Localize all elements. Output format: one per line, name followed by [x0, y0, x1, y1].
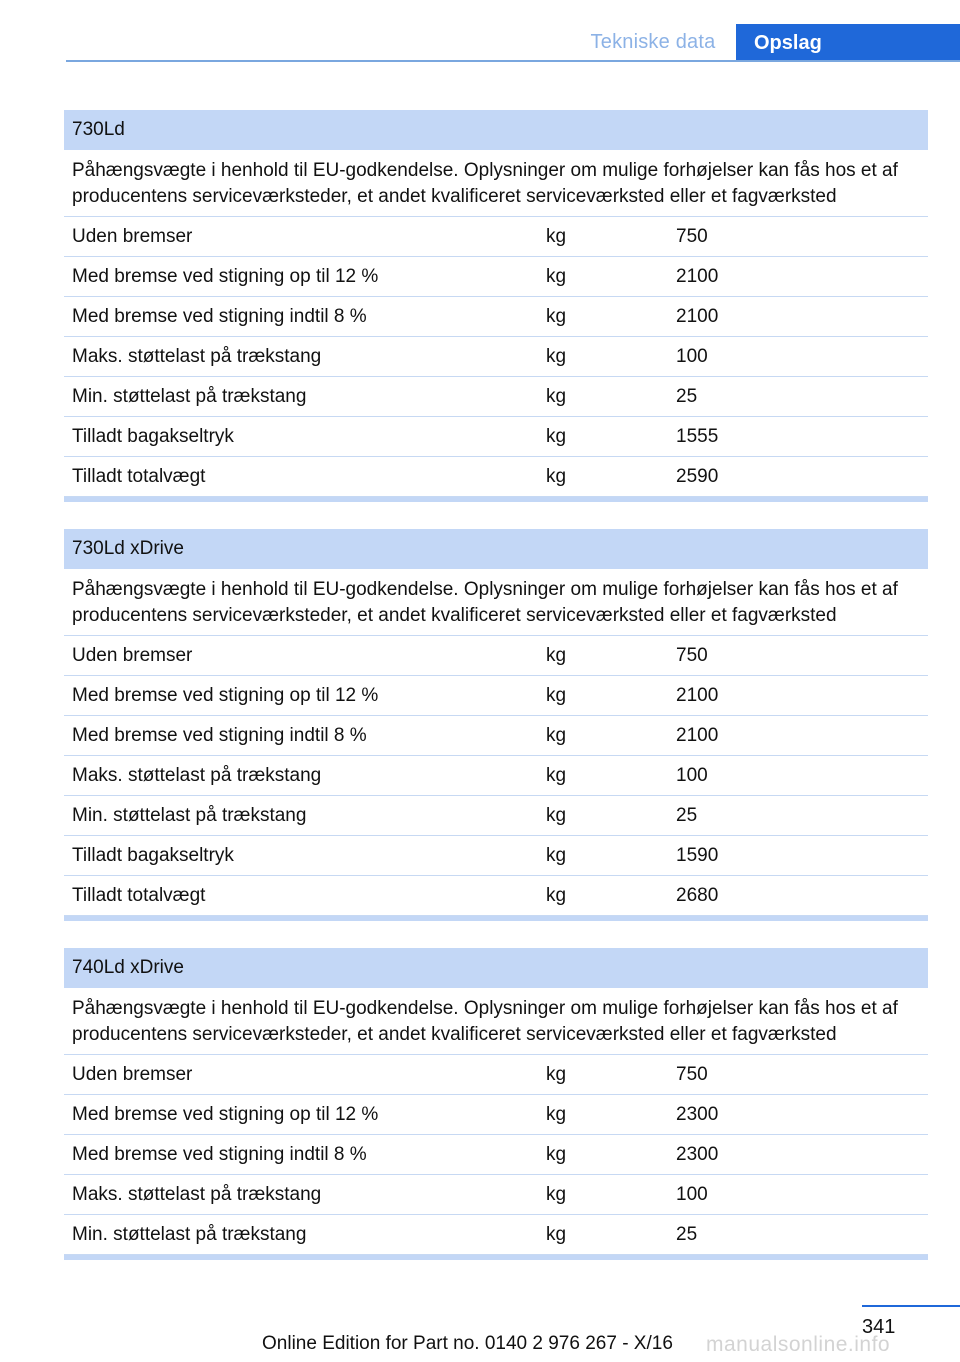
row-label: Maks. støttelast på trækstang	[72, 1184, 322, 1205]
row-unit: kg	[546, 1144, 567, 1165]
table-row	[64, 1095, 928, 1135]
row-value: 750	[676, 1064, 708, 1085]
row-label: Med bremse ved stigning indtil 8 %	[72, 1144, 367, 1165]
watermark-text: manualsonline.info	[706, 1333, 891, 1356]
table-row	[64, 676, 928, 716]
table-row	[64, 1215, 928, 1255]
table-end-bar	[64, 916, 928, 921]
row-value: 2300	[676, 1104, 719, 1125]
table-row	[64, 1055, 928, 1095]
row-unit: kg	[546, 885, 567, 906]
table-row	[64, 1135, 928, 1175]
table-row	[64, 836, 928, 876]
row-value: 1590	[676, 845, 719, 866]
row-label: Med bremse ved stigning op til 12 %	[72, 1104, 379, 1125]
table-row	[64, 636, 928, 676]
row-label: Med bremse ved stigning op til 12 %	[72, 685, 379, 706]
row-value: 750	[676, 226, 708, 247]
table-model-heading: 730Ld xDrive	[64, 529, 928, 569]
table-row	[64, 796, 928, 836]
row-label: Med bremse ved stigning indtil 8 %	[72, 725, 367, 746]
row-unit: kg	[546, 1224, 567, 1245]
table-row	[64, 417, 928, 457]
tab-opslag[interactable]: Opslag	[736, 24, 960, 62]
row-label: Tilladt bagakseltryk	[72, 845, 234, 866]
row-value: 25	[676, 386, 698, 407]
row-unit: kg	[546, 466, 567, 487]
row-label: Med bremse ved stigning op til 12 %	[72, 266, 379, 287]
row-label: Min. støttelast på trækstang	[72, 805, 307, 826]
row-value: 2100	[676, 685, 719, 706]
row-label: Tilladt totalvægt	[72, 885, 206, 906]
table-row	[64, 257, 928, 297]
row-unit: kg	[546, 1184, 567, 1205]
table-model-heading: 740Ld xDrive	[64, 948, 928, 988]
row-unit: kg	[546, 1064, 567, 1085]
row-value: 1555	[676, 426, 719, 447]
row-value: 2100	[676, 725, 719, 746]
spec-table-730ld-xdrive	[64, 529, 928, 921]
row-label: Min. støttelast på trækstang	[72, 1224, 307, 1245]
row-value: 2680	[676, 885, 719, 906]
table-end-bar	[64, 1255, 928, 1260]
row-unit: kg	[546, 765, 567, 786]
table-row	[64, 297, 928, 337]
row-label: Tilladt bagakseltryk	[72, 426, 234, 447]
table-row	[64, 876, 928, 916]
row-value: 2100	[676, 306, 719, 327]
row-unit: kg	[546, 1104, 567, 1125]
row-value: 25	[676, 1224, 698, 1245]
table-row	[64, 217, 928, 257]
row-value: 2300	[676, 1144, 719, 1165]
table-row	[64, 337, 928, 377]
edition-footer: Online Edition for Part no. 0140 2 976 267 - X/16	[262, 1333, 673, 1354]
row-unit: kg	[546, 645, 567, 666]
tab-tekniske-data[interactable]: Tekniske data	[590, 31, 716, 53]
table-row	[64, 756, 928, 796]
row-value: 100	[676, 346, 708, 367]
row-unit: kg	[546, 306, 567, 327]
row-value: 2590	[676, 466, 719, 487]
table-row	[64, 716, 928, 756]
page-number-rule	[862, 1305, 960, 1307]
row-label: Uden bremser	[72, 645, 193, 666]
row-unit: kg	[546, 845, 567, 866]
row-label: Uden bremser	[72, 226, 193, 247]
row-value: 100	[676, 765, 708, 786]
spec-table-730ld	[64, 110, 928, 502]
row-label: Min. støttelast på trækstang	[72, 386, 307, 407]
table-row	[64, 1175, 928, 1215]
page-header	[0, 0, 960, 64]
row-unit: kg	[546, 685, 567, 706]
table-description: Påhængsvægte i henhold til EU-godkendelse. Oplysninger om mulige forhøjelser kan fås hos et af producentens serviceværksteder, et andet kvalificeret serviceværksted eller et fagværksted	[64, 150, 928, 217]
row-label: Tilladt totalvægt	[72, 466, 206, 487]
row-unit: kg	[546, 805, 567, 826]
table-row	[64, 457, 928, 497]
spec-table-740ld-xdrive	[64, 948, 928, 1260]
row-label: Uden bremser	[72, 1064, 193, 1085]
row-unit: kg	[546, 725, 567, 746]
row-unit: kg	[546, 386, 567, 407]
table-model-heading: 730Ld	[64, 110, 928, 150]
row-value: 100	[676, 1184, 708, 1205]
row-label: Maks. støttelast på trækstang	[72, 765, 322, 786]
row-value: 2100	[676, 266, 719, 287]
page-number: 341	[862, 1316, 896, 1338]
row-unit: kg	[546, 226, 567, 247]
table-end-bar	[64, 497, 928, 502]
table-description: Påhængsvægte i henhold til EU-godkendelse. Oplysninger om mulige forhøjelser kan fås hos et af producentens serviceværksteder, et andet kvalificeret serviceværksted eller et fagværksted	[64, 988, 928, 1055]
row-unit: kg	[546, 266, 567, 287]
row-label: Maks. støttelast på trækstang	[72, 346, 322, 367]
header-divider	[66, 60, 960, 62]
row-unit: kg	[546, 346, 567, 367]
table-description: Påhængsvægte i henhold til EU-godkendelse. Oplysninger om mulige forhøjelser kan fås hos et af producentens serviceværksteder, et andet kvalificeret serviceværksted eller et fagværksted	[64, 569, 928, 636]
row-value: 25	[676, 805, 698, 826]
row-value: 750	[676, 645, 708, 666]
row-unit: kg	[546, 426, 567, 447]
table-row	[64, 377, 928, 417]
row-label: Med bremse ved stigning indtil 8 %	[72, 306, 367, 327]
